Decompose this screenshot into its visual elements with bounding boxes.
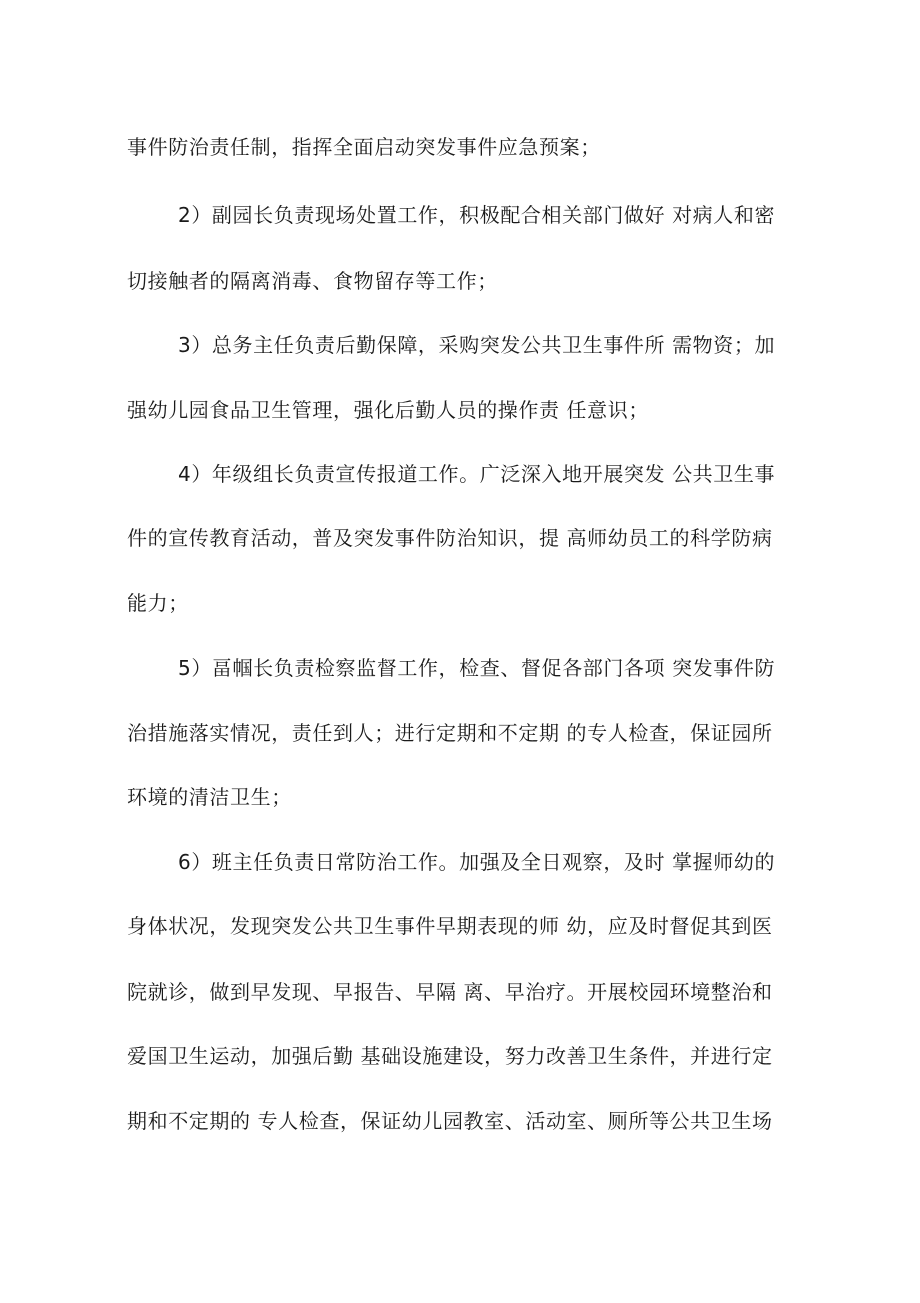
text-line: 5）畐帼长负责检察监督工作，检查、督促各部门各项 突发事件防 bbox=[178, 656, 776, 680]
text-line: 强幼儿园食品卫生管理，强化后勤人员的操作责 任意识； bbox=[127, 398, 649, 422]
text-line: 6）班主任负责日常防治工作。加强及全日观察，及时 掌握师幼的 bbox=[178, 850, 776, 874]
text-line: 爱国卫生运动，加强后勤 基础设施建设，努力改善卫生条件，并进行定 bbox=[127, 1044, 773, 1068]
text-line: 事件防治责任制，指挥全面启动突发事件应急预案； bbox=[127, 135, 601, 159]
text-line: 4）年级组长负责宣传报道工作。广泛深入地开展突发 公共卫生事 bbox=[178, 462, 776, 486]
text-line: 治措施落实情况，责任到人；进行定期和不定期 的专人检查，保证园所 bbox=[127, 721, 773, 745]
text-line: 切接触者的隔离消毒、食物留存等工作； bbox=[127, 269, 498, 293]
text-line: 院就诊，做到早发现、早报告、早隔 离、早治疗。开展校园环境整治和 bbox=[127, 980, 773, 1004]
text-line: 环境的清洁卫生； bbox=[127, 785, 292, 809]
text-line: 期和不定期的 专人检查，保证幼儿园教室、活动室、厕所等公共卫生场 bbox=[127, 1109, 773, 1133]
text-line: 件的宣传教育活动，普及突发事件防治知识，提 高师幼员工的科学防病 bbox=[127, 526, 773, 550]
text-line: 能力； bbox=[127, 591, 189, 615]
text-line: 2）副园长负责现场处置工作，积极配合相关部门做好 对病人和密 bbox=[178, 203, 776, 227]
text-line: 3）总务主任负责后勤保障，采购突发公共卫生事件所 需物资；加 bbox=[178, 333, 776, 357]
text-line: 身体状况，发现突发公共卫生事件早期表现的师 幼，应及时督促其到医 bbox=[127, 914, 773, 938]
